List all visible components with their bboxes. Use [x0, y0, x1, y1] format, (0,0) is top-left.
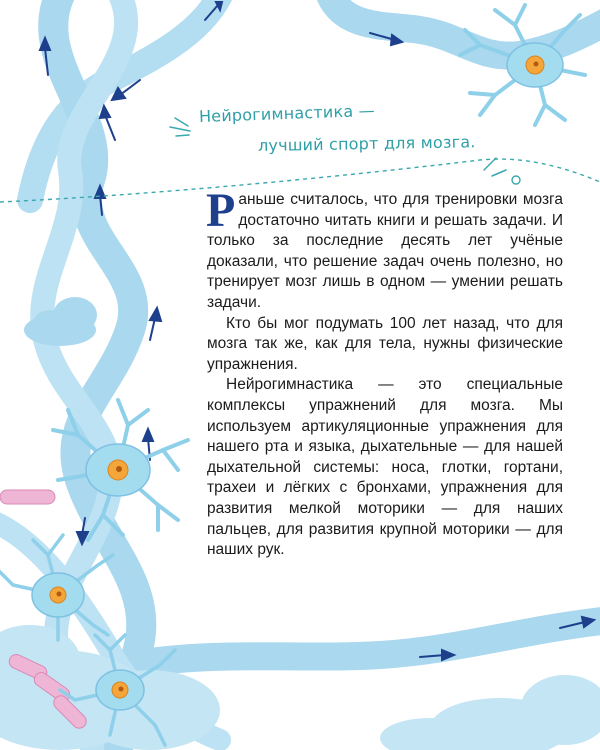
- paragraph-1-text: аньше считалось, что для тренировки мозга достаточно читать книги и решать задачи. И только за последние десять лет учёные доказали, что решение задач очень полезно, но тренирует мозг лишь в одном — умении решать задачи.: [207, 191, 563, 311]
- drop-cap: Р: [206, 184, 236, 237]
- neuron-icon: [460, 5, 585, 125]
- ribbon-top-right: [330, 0, 600, 56]
- heading-line-2: лучший спорт для мозга.: [257, 132, 476, 155]
- article-body: [206, 184, 563, 561]
- arrow-icon: [150, 308, 161, 340]
- ribbon-bottom: [130, 620, 600, 665]
- heading-line-1: Нейрогимнастика —: [198, 100, 376, 126]
- paragraph-3: Нейрогимнастика — это специальные комплексы упражнений для мозга. Мы используем артикуляционные упражнения для нашего рта и языка, дыхательные — для нашей дыхательной системы: носа, глотки, гортани, трахеи и лёгких с бронхами, упражнения для развития мелкой моторики — для наших пальцев, для развития крупной моторики — для наших рук.: [207, 376, 563, 559]
- paragraph-1: [206, 184, 563, 314]
- dashed-line-end: [512, 176, 520, 184]
- paragraph-2: Кто бы мог подумать 100 лет назад, что для мозга так же, как для тела, нужны физические упражнения.: [207, 314, 563, 373]
